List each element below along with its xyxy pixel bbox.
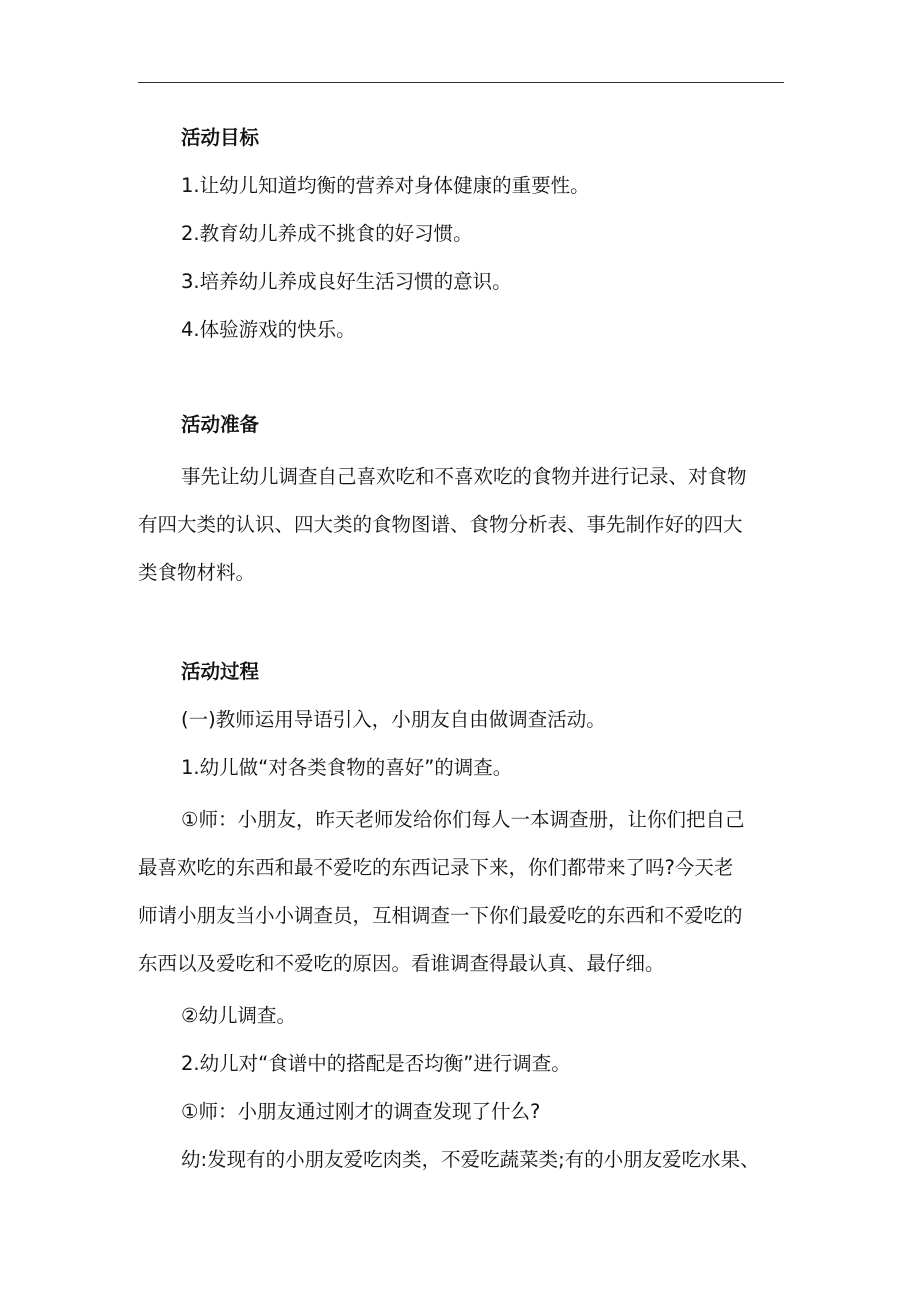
heading-goals: 活动目标 [181, 126, 260, 149]
child-activity: ②幼儿调查。 [181, 1004, 296, 1027]
heading-preparation: 活动准备 [181, 413, 260, 436]
document-body [138, 118, 784, 1180]
preparation-paragraph [138, 453, 784, 597]
child-answer: 幼:发现有的小朋友爱吃肉类，不爱吃蔬菜类;有的小朋友爱吃水果、 [181, 1148, 760, 1171]
paragraph-line: ①师：小朋友，昨天老师发给你们每人一本调查册，让你们把自己 [181, 808, 745, 831]
teacher-question: ①师：小朋友通过刚才的调查发现了什么? [181, 1100, 541, 1123]
heading-process: 活动过程 [181, 660, 260, 683]
goal-item: 2.教育幼儿养成不挑食的好习惯。 [181, 222, 473, 245]
process-substep: 2.幼儿对“食谱中的搭配是否均衡”进行调查。 [181, 1052, 571, 1075]
process-step: (一)教师运用导语引入，小朋友自由做调查活动。 [181, 708, 606, 731]
paragraph-line: 东西以及爱吃和不爱吃的原因。看谁调查得最认真、最仔细。 [138, 952, 665, 975]
paragraph-line: 有四大类的认识、四大类的食物图谱、食物分析表、事先制作好的四大 [138, 513, 743, 536]
paragraph-line: 类食物材料。 [138, 561, 256, 584]
goal-item: 4.体验游戏的快乐。 [181, 318, 356, 341]
goal-item: 1.让幼儿知道均衡的营养对身体健康的重要性。 [181, 174, 590, 197]
header-rule [138, 82, 784, 83]
process-substep: 1.幼儿做“对各类食物的喜好”的调查。 [181, 756, 513, 779]
goal-item: 3.培养幼儿养成良好生活习惯的意识。 [181, 270, 512, 293]
teacher-dialogue [138, 796, 784, 988]
paragraph-line: 最喜欢吃的东西和最不爱吃的东西记录下来，你们都带来了吗?今天老 [138, 856, 734, 879]
paragraph-line: 师请小朋友当小小调查员，互相调查一下你们最爱吃的东西和不爱吃的 [138, 904, 743, 927]
paragraph-line: 事先让幼儿调查自己喜欢吃和不喜欢吃的食物并进行记录、对食物 [181, 465, 747, 488]
